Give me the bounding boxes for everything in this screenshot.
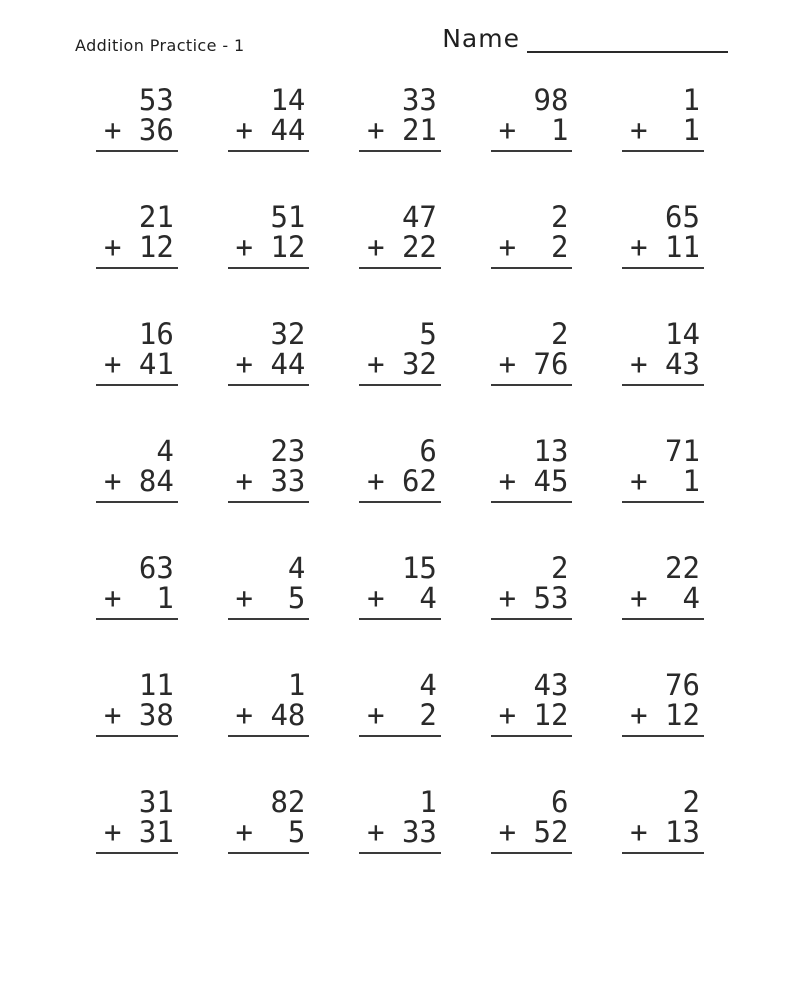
plus-operator: + [104, 815, 122, 849]
name-block [442, 24, 728, 53]
bottom-operand-row [104, 232, 174, 262]
plus-operator: + [104, 347, 122, 381]
plus-operator: + [367, 581, 385, 615]
top-operand: 2 [682, 785, 700, 819]
bottom-operand: 12 [665, 698, 700, 732]
bottom-operand: 1 [156, 581, 174, 615]
bottom-operand: 76 [533, 347, 569, 381]
bottom-operand: 44 [270, 113, 306, 147]
addition-problem [367, 436, 437, 501]
addition-problem [104, 85, 174, 150]
plus-operator: + [235, 347, 253, 381]
bottom-operand-row [367, 817, 437, 847]
bottom-operand-row [236, 700, 306, 730]
addition-problem [499, 553, 569, 618]
bottom-operand-row [236, 115, 306, 145]
addition-problem [367, 85, 437, 150]
bottom-operand-row [499, 817, 569, 847]
plus-operator: + [630, 698, 648, 732]
bottom-operand: 22 [401, 230, 437, 264]
bottom-operand-row [630, 349, 700, 379]
plus-operator: + [104, 581, 122, 615]
bottom-operand: 12 [138, 230, 174, 264]
top-operand: 2 [550, 317, 569, 351]
top-operand: 1 [419, 785, 437, 819]
plus-operator: + [630, 347, 648, 381]
addition-problem [104, 319, 174, 384]
top-operand: 4 [156, 434, 174, 468]
bottom-operand: 5 [287, 581, 306, 615]
top-operand: 82 [270, 785, 306, 819]
bottom-operand-row [104, 466, 174, 496]
addition-problem [104, 553, 174, 618]
bottom-operand: 12 [270, 230, 306, 264]
plus-operator: + [498, 698, 517, 732]
addition-problem [104, 787, 174, 852]
addition-problem [630, 319, 700, 384]
plus-operator: + [630, 464, 648, 498]
bottom-operand-row [367, 115, 437, 145]
bottom-operand-row [630, 583, 700, 613]
bottom-operand: 52 [533, 815, 569, 849]
plus-operator: + [498, 347, 517, 381]
bottom-operand: 36 [138, 113, 174, 147]
name-label: Name [442, 24, 520, 53]
addition-problem [236, 670, 306, 735]
plus-operator: + [235, 230, 253, 264]
plus-operator: + [498, 815, 517, 849]
bottom-operand-row [236, 817, 306, 847]
bottom-operand: 41 [138, 347, 174, 381]
bottom-operand: 31 [138, 815, 174, 849]
bottom-operand: 84 [138, 464, 174, 498]
bottom-operand-row [236, 466, 306, 496]
top-operand: 2 [550, 551, 569, 585]
bottom-operand-row [630, 115, 700, 145]
bottom-operand: 5 [287, 815, 306, 849]
bottom-operand: 48 [270, 698, 306, 732]
addition-problem [236, 202, 306, 267]
plus-operator: + [498, 464, 517, 498]
top-operand: 22 [665, 551, 700, 585]
bottom-operand-row [104, 700, 174, 730]
bottom-operand: 45 [533, 464, 569, 498]
plus-operator: + [498, 113, 517, 147]
bottom-operand: 38 [138, 698, 174, 732]
addition-problem [367, 670, 437, 735]
plus-operator: + [235, 113, 253, 147]
top-operand: 47 [401, 200, 437, 234]
addition-problem [499, 319, 569, 384]
addition-problem [499, 202, 569, 267]
bottom-operand-row [104, 583, 174, 613]
bottom-operand: 12 [533, 698, 569, 732]
bottom-operand: 2 [419, 698, 437, 732]
addition-problem [236, 787, 306, 852]
top-operand: 33 [401, 83, 437, 117]
problems-grid [96, 85, 704, 852]
addition-problem [104, 436, 174, 501]
bottom-operand: 33 [270, 464, 306, 498]
top-operand: 4 [287, 551, 306, 585]
worksheet-header [0, 0, 800, 55]
plus-operator: + [367, 464, 385, 498]
bottom-operand-row [367, 583, 437, 613]
top-operand: 4 [419, 668, 437, 702]
addition-problem [630, 670, 700, 735]
plus-operator: + [630, 815, 648, 849]
plus-operator: + [630, 113, 648, 147]
top-operand: 5 [419, 317, 437, 351]
top-operand: 65 [665, 200, 700, 234]
addition-problem [499, 85, 569, 150]
top-operand: 63 [138, 551, 174, 585]
top-operand: 53 [138, 83, 174, 117]
page-title: Addition Practice - 1 [75, 36, 245, 55]
top-operand: 76 [665, 668, 700, 702]
top-operand: 14 [270, 83, 306, 117]
bottom-operand: 4 [682, 581, 700, 615]
plus-operator: + [367, 230, 385, 264]
top-operand: 1 [682, 83, 700, 117]
plus-operator: + [367, 113, 385, 147]
addition-problem [499, 670, 569, 735]
bottom-operand: 13 [665, 815, 700, 849]
bottom-operand: 33 [401, 815, 437, 849]
bottom-operand-row [367, 232, 437, 262]
top-operand: 71 [665, 434, 700, 468]
bottom-operand-row [236, 583, 306, 613]
bottom-operand-row [499, 700, 569, 730]
bottom-operand: 4 [419, 581, 437, 615]
plus-operator: + [235, 698, 253, 732]
addition-problem [630, 553, 700, 618]
bottom-operand-row [630, 232, 700, 262]
addition-problem [630, 202, 700, 267]
bottom-operand-row [104, 349, 174, 379]
top-operand: 43 [533, 668, 569, 702]
plus-operator: + [367, 347, 385, 381]
bottom-operand: 53 [533, 581, 569, 615]
addition-problem [236, 319, 306, 384]
addition-problem [499, 436, 569, 501]
top-operand: 51 [270, 200, 306, 234]
bottom-operand: 1 [682, 464, 700, 498]
bottom-operand-row [367, 466, 437, 496]
top-operand: 15 [401, 551, 437, 585]
bottom-operand: 62 [401, 464, 437, 498]
bottom-operand: 1 [682, 113, 700, 147]
bottom-operand-row [499, 232, 569, 262]
top-operand: 6 [419, 434, 437, 468]
bottom-operand-row [236, 232, 306, 262]
plus-operator: + [235, 581, 253, 615]
plus-operator: + [630, 581, 648, 615]
plus-operator: + [104, 464, 122, 498]
top-operand: 98 [533, 83, 569, 117]
addition-problem [236, 553, 306, 618]
plus-operator: + [104, 113, 122, 147]
bottom-operand: 21 [401, 113, 437, 147]
addition-problem [630, 436, 700, 501]
addition-problem [367, 787, 437, 852]
bottom-operand: 44 [270, 347, 306, 381]
plus-operator: + [498, 230, 517, 264]
top-operand: 1 [287, 668, 306, 702]
addition-problem [236, 85, 306, 150]
top-operand: 2 [550, 200, 569, 234]
bottom-operand: 1 [550, 113, 569, 147]
top-operand: 13 [533, 434, 569, 468]
bottom-operand: 2 [550, 230, 569, 264]
bottom-operand-row [630, 700, 700, 730]
addition-problem [630, 85, 700, 150]
addition-problem [367, 319, 437, 384]
bottom-operand-row [367, 700, 437, 730]
addition-problem [367, 553, 437, 618]
plus-operator: + [235, 464, 253, 498]
bottom-operand: 43 [665, 347, 700, 381]
plus-operator: + [630, 230, 648, 264]
bottom-operand-row [499, 466, 569, 496]
top-operand: 32 [270, 317, 306, 351]
plus-operator: + [104, 698, 122, 732]
bottom-operand-row [104, 817, 174, 847]
bottom-operand-row [499, 349, 569, 379]
addition-problem [104, 670, 174, 735]
plus-operator: + [235, 815, 253, 849]
bottom-operand-row [367, 349, 437, 379]
name-blank-line [527, 29, 728, 53]
top-operand: 11 [138, 668, 174, 702]
bottom-operand-row [499, 115, 569, 145]
bottom-operand-row [630, 817, 700, 847]
top-operand: 14 [665, 317, 700, 351]
top-operand: 6 [550, 785, 569, 819]
addition-problem [104, 202, 174, 267]
bottom-operand-row [499, 583, 569, 613]
top-operand: 31 [138, 785, 174, 819]
bottom-operand: 11 [665, 230, 700, 264]
addition-problem [499, 787, 569, 852]
bottom-operand-row [104, 115, 174, 145]
plus-operator: + [367, 815, 385, 849]
bottom-operand-row [630, 466, 700, 496]
top-operand: 21 [138, 200, 174, 234]
top-operand: 16 [138, 317, 174, 351]
addition-problem [367, 202, 437, 267]
plus-operator: + [104, 230, 122, 264]
addition-problem [236, 436, 306, 501]
addition-problem [630, 787, 700, 852]
bottom-operand-row [236, 349, 306, 379]
plus-operator: + [498, 581, 517, 615]
top-operand: 23 [270, 434, 306, 468]
bottom-operand: 32 [401, 347, 437, 381]
plus-operator: + [367, 698, 385, 732]
